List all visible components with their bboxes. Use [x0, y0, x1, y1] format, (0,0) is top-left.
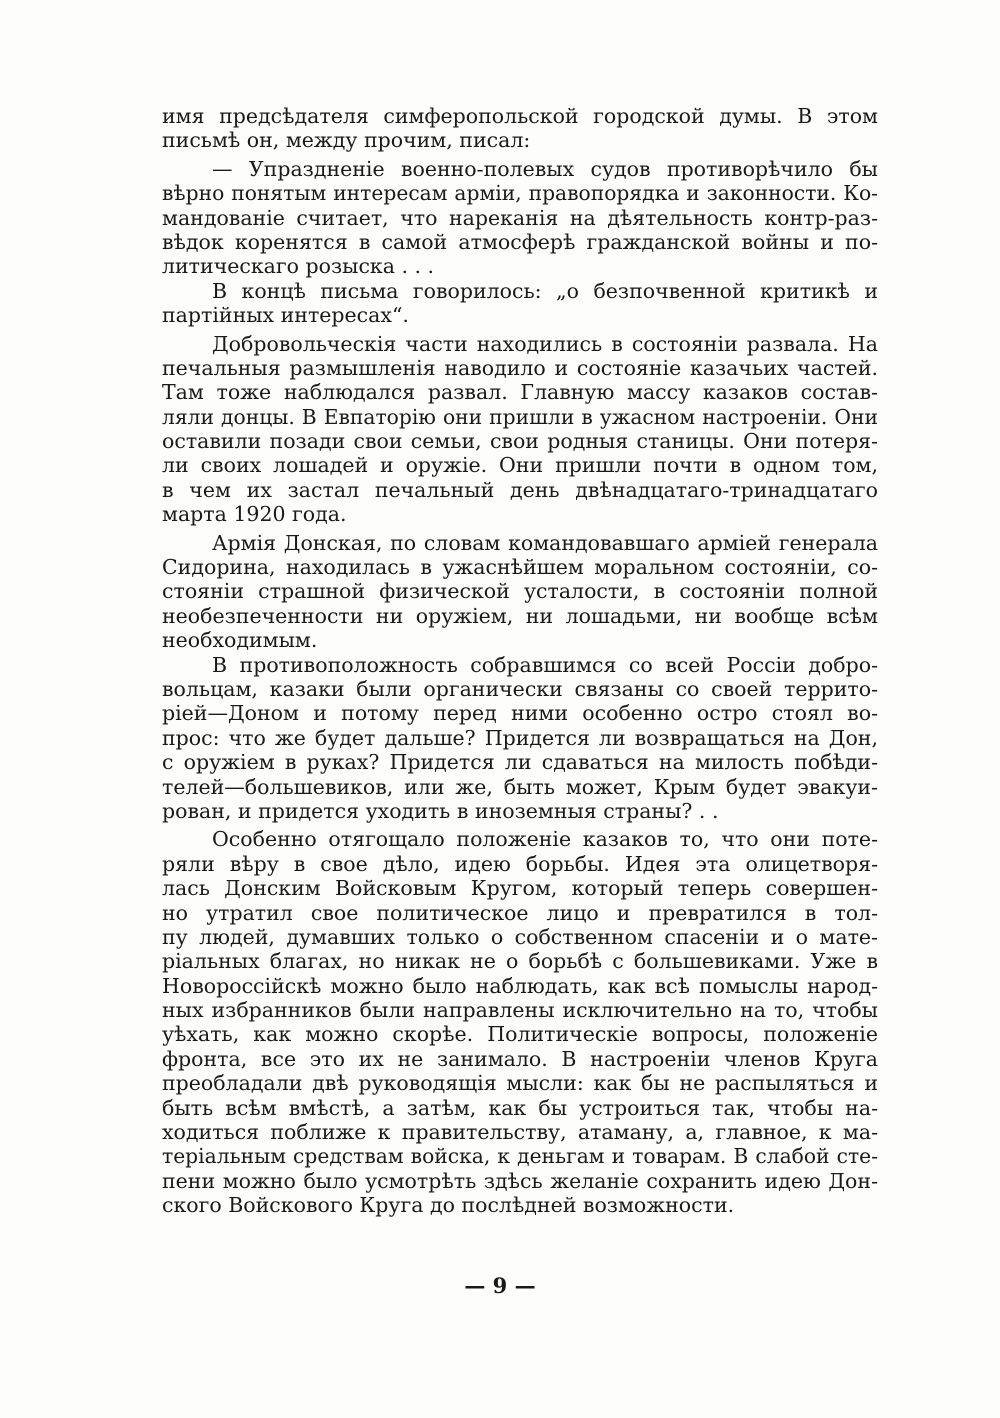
page-number: — 9 —	[464, 1273, 536, 1298]
text-line: Новороссійскѣ можно было наблюдать, как всѣ помыслы народ-	[162, 973, 878, 998]
text-line: фронта, все это их не занимало. В настроеніи членов Круга	[162, 1046, 878, 1071]
text-line: оставили позади свои семьи, свои родныя станицы. Они потеря-	[162, 429, 878, 454]
text-line: мандованіе считает, что нареканія на дѣятельность контр-раз-	[162, 205, 878, 230]
text-line: пени можно было усмотрѣть здѣсь желаніе сохранить идею Дон-	[162, 1168, 878, 1193]
text-line: литическаго розыска . . .	[162, 254, 435, 279]
text-line: вѣдок коренятся в самой атмосферѣ гражданской войны и по-	[162, 229, 878, 254]
text-line: ных избранников были направлены исключительно на то, чтобы	[162, 998, 878, 1023]
body-text	[162, 104, 878, 1218]
text-line: телей—большевиков, или же, быть может, Крым будет эвакуи-	[162, 774, 878, 799]
text-line: Особенно отягощало положеніе казаков то, что они поте-	[212, 827, 878, 852]
text-line: ходиться поближе к правительству, атаману, а, главное, к ма-	[162, 1120, 878, 1145]
text-line: рован, и придется уходить в иноземныя страны? . .	[162, 798, 719, 823]
text-line: В противоположность собравшимся со всей Россіи добро-	[212, 652, 878, 677]
text-line: ского Войскового Круга до послѣдней возможности.	[162, 1193, 735, 1218]
text-line: в чем их застал печальный день двѣнадцатаго-тринадцатаго	[162, 477, 878, 502]
text-line: партійных интересах“.	[162, 303, 409, 328]
text-line: пу людей, думавших только о собственном спасеніи и о мате-	[162, 924, 878, 949]
text-line: лась Донским Войсковым Кругом, который теперь совершен-	[162, 876, 878, 901]
text-line: прос: что же будет дальше? Придется ли возвращаться на Дон,	[162, 725, 878, 750]
text-line: быть всѣм вмѣстѣ, а затѣм, как бы устроиться так, чтобы на-	[162, 1095, 878, 1120]
text-line: марта 1920 года.	[162, 502, 347, 527]
text-line: Сидорина, находилась в ужаснѣйшем моральном состояніи, со-	[162, 555, 878, 580]
text-line: Армія Донская, по словам командовавшаго арміей генерала	[212, 530, 878, 555]
text-line: но утратил свое политическое лицо и превратился в тол-	[162, 900, 878, 925]
text-line: необезпеченности ни оружіем, ни лошадьми, ни вообще всѣм	[162, 603, 878, 628]
text-line: печальныя размышленія наводило и состояніе казачьих частей.	[162, 355, 878, 380]
text-line: Добровольческія части находились в состояніи развала. На	[212, 331, 878, 356]
text-line: В концѣ письма говорилось: „о безпочвенной критикѣ и	[212, 278, 878, 303]
text-line: Там тоже наблюдался развал. Главную массу казаков состав-	[162, 380, 878, 405]
text-line: стояніи страшной физической усталости, в состояніи полной	[162, 579, 878, 604]
text-line: ріей—Доном и потому перед ними особенно остро стоял во-	[162, 701, 878, 726]
text-line: ляли донцы. В Евпаторію они пришли в ужасном настроеніи. Они	[162, 404, 878, 429]
text-line: ріальных благах, но никак не о борьбѣ с большевиками. Уже в	[162, 949, 878, 974]
text-line: ряли вѣру в свое дѣло, идею борьбы. Идея эта олицетворя-	[162, 851, 878, 876]
text-line: необходимым.	[162, 628, 318, 653]
text-line: — Упраздненіе военно-полевых судов противорѣчило бы	[212, 156, 878, 181]
text-line: с оружіем в руках? Придется ли сдаваться на милость побѣди-	[162, 750, 878, 775]
text-line: вольцам, казаки были органически связаны со своей террито-	[162, 676, 878, 701]
text-line: имя предсѣдателя симферопольской городской думы. В этом	[162, 104, 878, 128]
text-line: преобладали двѣ руководящія мысли: как бы не распыляться и	[162, 1071, 878, 1096]
text-line: теріальным средствам войска, к деньгам и товарам. В слабой сте-	[162, 1144, 878, 1169]
text-line: уѣхать, как можно скорѣе. Политическіе вопросы, положеніе	[162, 1022, 878, 1047]
text-line: письмѣ он, между прочим, писал:	[162, 128, 531, 153]
text-line: вѣрно понятым интересам арміи, правопорядка и законности. Ко-	[162, 181, 878, 206]
text-line: ли своих лошадей и оружіе. Они пришли почти в одном том,	[162, 453, 878, 478]
